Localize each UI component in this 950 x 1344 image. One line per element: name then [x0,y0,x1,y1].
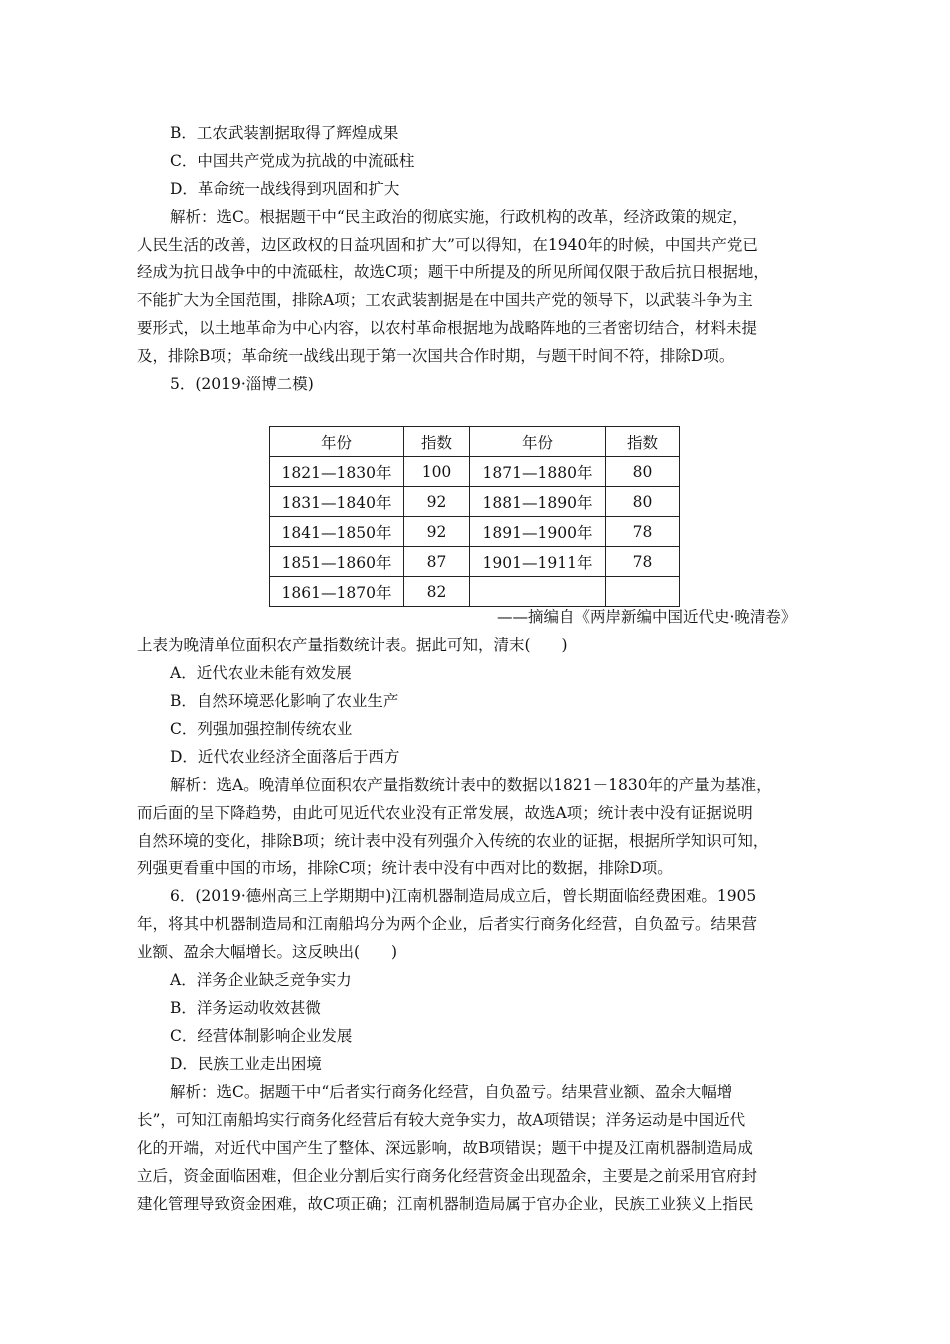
q5-analysis-line: 列强更看重中国的市场，排除C项；统计表中没有中西对比的数据，排除D项。 [137,859,673,877]
table-row [270,547,680,577]
table-cell: 1881—1890年 [470,487,606,517]
q5-analysis-line: 解析：选A。晚清单位面积农产量指数统计表中的数据以1821－1830年的产量为基准， [170,776,772,794]
yield-index-table [269,426,680,607]
table-cell: 1891—1900年 [470,517,606,547]
q6-option-a: A．洋务企业缺乏竞争实力 [170,971,352,989]
q6-analysis-line: 建化管理导致资金困难，故C项正确；江南机器制造局属于官办企业，民族工业狭义上指民 [137,1195,754,1213]
q5-analysis-line: 自然环境的变化，排除B项；统计表中没有列强介入传统的农业的证据，根据所学知识可知， [137,832,769,850]
q5-analysis-line: 而后面的呈下降趋势，由此可见近代农业没有正常发展，故选A项；统计表中没有证据说明 [137,804,753,822]
q4-analysis-line: 及，排除B项；革命统一战线出现于第一次国共合作时期，与题干时间不符，排除D项。 [137,347,735,365]
q6-option-b: B．洋务运动收效甚微 [170,999,321,1017]
q5-option-c: C．列强加强控制传统农业 [170,720,353,738]
table-cell [470,577,606,607]
q6-stem-line: 6．(2019·德州高三上学期期中)江南机器制造局成立后，曾长期面临经费困难。1905 [170,887,757,905]
table-cell: 78 [606,517,680,547]
q5-option-b: B．自然环境恶化影响了农业生产 [170,692,399,710]
q4-option-c: C．中国共产党成为抗战的中流砥柱 [170,152,415,170]
table-header-cell: 年份 [270,427,404,457]
table-cell: 80 [606,457,680,487]
q6-option-d: D．民族工业走出困境 [170,1055,322,1073]
table-row [270,457,680,487]
q4-analysis-line: 不能扩大为全国范围，排除A项；工农武装割据是在中国共产党的领导下，以武装斗争为主 [137,291,753,309]
q6-stem-line: 业额、盈余大幅增长。这反映出( ) [137,943,398,961]
q4-analysis-line: 解析：选C。根据题干中“民主政治的彻底实施，行政机构的改革，经济政策的规定， [170,208,748,226]
table-cell: 92 [404,517,470,547]
table-cell: 87 [404,547,470,577]
q5-stem: 上表为晚清单位面积农产量指数统计表。据此可知，清末( ) [137,636,568,654]
q6-analysis-line: 化的开端，对近代中国产生了整体、深远影响，故B项错误；题干中提及江南机器制造局成 [137,1139,753,1157]
q6-analysis-line: 立后，资金面临困难，但企业分割后实行商务化经营资金出现盈余，主要是之前采用官府封 [137,1167,758,1185]
table-cell: 78 [606,547,680,577]
table-cell: 100 [404,457,470,487]
q4-option-b: B．工农武装割据取得了辉煌成果 [170,124,399,142]
table-cell: 80 [606,487,680,517]
q4-option-d: D．革命统一战线得到巩固和扩大 [170,180,400,198]
table-row [270,487,680,517]
table-header-cell: 年份 [470,427,606,457]
q5-header: 5．(2019·淄博二模) [170,375,314,393]
q4-analysis-line: 人民生活的改善，边区政权的日益巩固和扩大”可以得知，在1940年的时候，中国共产党已 [137,236,758,254]
table-cell: 1841—1850年 [270,517,404,547]
table-row [270,517,680,547]
q4-analysis-line: 经成为抗日战争中的中流砥柱，故选C项；题干中所提及的所见所闻仅限于敌后抗日根据地， [137,263,769,281]
table-cell: 82 [404,577,470,607]
q5-option-d: D．近代农业经济全面落后于西方 [170,748,400,766]
table-cell: 92 [404,487,470,517]
q6-option-c: C．经营体制影响企业发展 [170,1027,353,1045]
table-cell: 1871—1880年 [470,457,606,487]
table-cell: 1861—1870年 [270,577,404,607]
q4-analysis-line: 要形式，以土地革命为中心内容，以农村革命根据地为战略阵地的三者密切结合，材料未提 [137,319,758,337]
q5-option-a: A．近代农业未能有效发展 [170,664,352,682]
q6-stem-line: 年，将其中机器制造局和江南船坞分为两个企业，后者实行商务化经营，自负盈亏。结果营 [137,915,758,933]
table-cell: 1831—1840年 [270,487,404,517]
table-row [270,577,680,607]
table-header-cell: 指数 [404,427,470,457]
table-cell: 1901—1911年 [470,547,606,577]
q6-analysis-line: 解析：选C。据题干中“后者实行商务化经营，自负盈亏。结果营业额、盈余大幅增 [170,1083,733,1101]
table-header-cell: 指数 [606,427,680,457]
table-source: ——摘编自《两岸新编中国近代史·晚清卷》 [497,608,797,626]
table-cell: 1821—1830年 [270,457,404,487]
table-cell: 1851—1860年 [270,547,404,577]
table-cell [606,577,680,607]
table-header-row [270,427,680,457]
q6-analysis-line: 长”，可知江南船坞实行商务化经营后有较大竞争实力，故A项错误；洋务运动是中国近代 [137,1111,746,1129]
